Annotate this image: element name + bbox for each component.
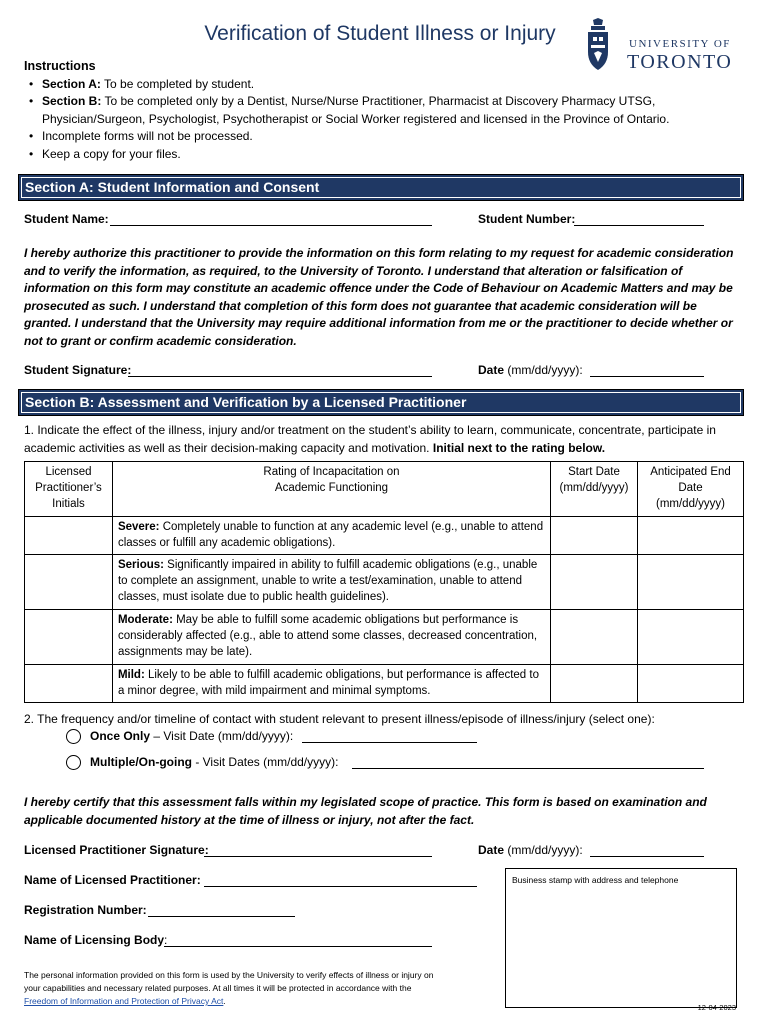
start-date-cell-moderate[interactable] xyxy=(551,610,638,665)
student-date-label: Date (mm/dd/yyyy): xyxy=(478,363,583,377)
registration-number-label: Registration Number: xyxy=(24,903,147,917)
logo-toronto: TORONTO xyxy=(627,51,733,73)
practitioner-signature-field[interactable] xyxy=(204,856,432,857)
table-row xyxy=(25,665,744,703)
table-header-row xyxy=(25,462,744,517)
licensing-body-field[interactable] xyxy=(164,946,432,947)
instruction-item: • Keep a copy for your files. xyxy=(24,146,744,164)
question-1: 1. Indicate the effect of the illness, injury and/or treatment on the student’s ability to learn, communicate, concentrate, participate in academic activities as well as their decision-making capacity and motivation. Initial next to the rating below. xyxy=(24,423,716,455)
section-a-header: Section A: Student Information and Consent xyxy=(18,174,744,201)
end-date-cell-severe[interactable] xyxy=(638,517,744,555)
practitioner-name-field[interactable] xyxy=(204,886,477,887)
student-name-field[interactable] xyxy=(110,225,432,226)
start-date-cell-mild[interactable] xyxy=(551,665,638,703)
instructions-list xyxy=(24,76,744,164)
initials-cell-severe[interactable] xyxy=(25,517,113,555)
table-row xyxy=(25,517,744,555)
question-2: 2. The frequency and/or timeline of contact with student relevant to present illness/episode of illness/injury (select one): xyxy=(24,712,655,726)
multiple-ongoing-radio[interactable] xyxy=(66,755,81,770)
student-date-field[interactable] xyxy=(590,376,704,377)
instruction-item: • Incomplete forms will not be processed. xyxy=(24,128,744,146)
once-only-radio[interactable] xyxy=(66,729,81,744)
multiple-visit-dates-field[interactable] xyxy=(352,768,704,769)
end-date-cell-moderate[interactable] xyxy=(638,610,744,665)
practitioner-date-label: Date (mm/dd/yyyy): xyxy=(478,843,583,857)
start-date-cell-serious[interactable] xyxy=(551,555,638,610)
stamp-box-label: Business stamp with address and telephone xyxy=(512,875,679,885)
rating-severe: Severe: Completely unable to function at any academic level (e.g., unable to attend classes or fulfill any academic obligations). xyxy=(112,517,550,555)
consent-statement: I hereby authorize this practitioner to provide the information on this form relating to my request for academic consideration and to verify the information, as required, to the University of Toronto. I understand that alteration or falsification of information on this form may constitute an academic offence under the Code of Behaviour on Academic Matters and may be prosecuted as such. I understand that completion of this form does not guarantee that academic consideration will be granted. I understand that the University may require additional information from me or the practitioner to decide whether or not to grant or confirm academic consideration. xyxy=(24,246,734,348)
initials-cell-moderate[interactable] xyxy=(25,610,113,665)
privacy-act-link[interactable]: Freedom of Information and Protection of Privacy Act xyxy=(24,996,224,1006)
initials-cell-serious[interactable] xyxy=(25,555,113,610)
initials-cell-mild[interactable] xyxy=(25,665,113,703)
form-title: Verification of Student Illness or Injury xyxy=(204,22,556,45)
end-date-cell-serious[interactable] xyxy=(638,555,744,610)
instruction-item: • Section B: To be completed only by a Dentist, Nurse/Nurse Practitioner, Pharmacist at Discovery Pharmacy UTSG, Physician/Surgeon, Psychologist, Psychotherapist or Social Worker registered and licensed in the Province of Ontario. xyxy=(24,93,744,128)
once-only-label: Once Only – Visit Date (mm/dd/yyyy): xyxy=(90,729,294,743)
col-header-end-date: Anticipated End Date (mm/dd/yyyy) xyxy=(638,462,744,517)
col-header-rating: Rating of Incapacitation on Academic Functioning xyxy=(112,462,550,517)
privacy-notice: The personal information provided on this form is used by the University to verify effects of illness or injury on your capabilities and necessary related purposes. At all times it will be protected in accordance with the Freedom of Information and Protection of Privacy Act. xyxy=(24,970,434,1006)
certification-statement: I hereby certify that this assessment falls within my legislated scope of practice. This form is based on examination and applicable documented history at the time of illness or injury, not after the fact. xyxy=(24,795,707,827)
registration-number-field[interactable] xyxy=(148,916,295,917)
instructions-heading: Instructions xyxy=(24,59,96,73)
rating-table xyxy=(24,461,744,703)
start-date-cell-severe[interactable] xyxy=(551,517,638,555)
table-row xyxy=(25,610,744,665)
rating-serious: Serious: Significantly impaired in ability to fulfill academic obligations (e.g., unable to complete an assignment, unable to write a test/examination, unable to attend classes, must isolate due to public health guidelines). xyxy=(112,555,550,610)
student-signature-field[interactable] xyxy=(128,376,432,377)
end-date-cell-mild[interactable] xyxy=(638,665,744,703)
practitioner-name-label: Name of Licensed Practitioner: xyxy=(24,873,201,887)
practitioner-signature-label: Licensed Practitioner Signature: xyxy=(24,843,209,857)
instructions xyxy=(24,58,744,163)
col-header-start-date: Start Date (mm/dd/yyyy) xyxy=(551,462,638,517)
student-number-field[interactable] xyxy=(574,225,704,226)
student-name-label: Student Name: xyxy=(24,212,109,226)
section-b-header: Section B: Assessment and Verification by a Licensed Practitioner xyxy=(18,389,744,416)
table-row xyxy=(25,555,744,610)
logo-university-of: UNIVERSITY OF xyxy=(629,38,731,50)
rating-mild: Mild: Likely to be able to fulfill academic obligations, but performance is affected to a minor degree, with mild impairment and minimal symptoms. xyxy=(112,665,550,703)
business-stamp-box[interactable] xyxy=(505,868,737,1008)
licensing-body-label: Name of Licensing Body: xyxy=(24,933,168,947)
student-number-label: Student Number: xyxy=(478,212,576,226)
student-signature-label: Student Signature: xyxy=(24,363,132,377)
practitioner-date-field[interactable] xyxy=(590,856,704,857)
form-revision-date: 12-04-2023 xyxy=(697,1003,736,1012)
multiple-ongoing-label: Multiple/On-going - Visit Dates (mm/dd/yyyy): xyxy=(90,755,339,769)
rating-moderate: Moderate: May be able to fulfill some academic obligations but performance is considerably affected (e.g., able to attend some classes, decreased concentration, assignments may be late). xyxy=(112,610,550,665)
instruction-item: • Section A: To be completed by student. xyxy=(24,76,744,94)
col-header-initials: Licensed Practitioner’s Initials xyxy=(25,462,113,517)
once-only-visit-date-field[interactable] xyxy=(302,742,477,743)
